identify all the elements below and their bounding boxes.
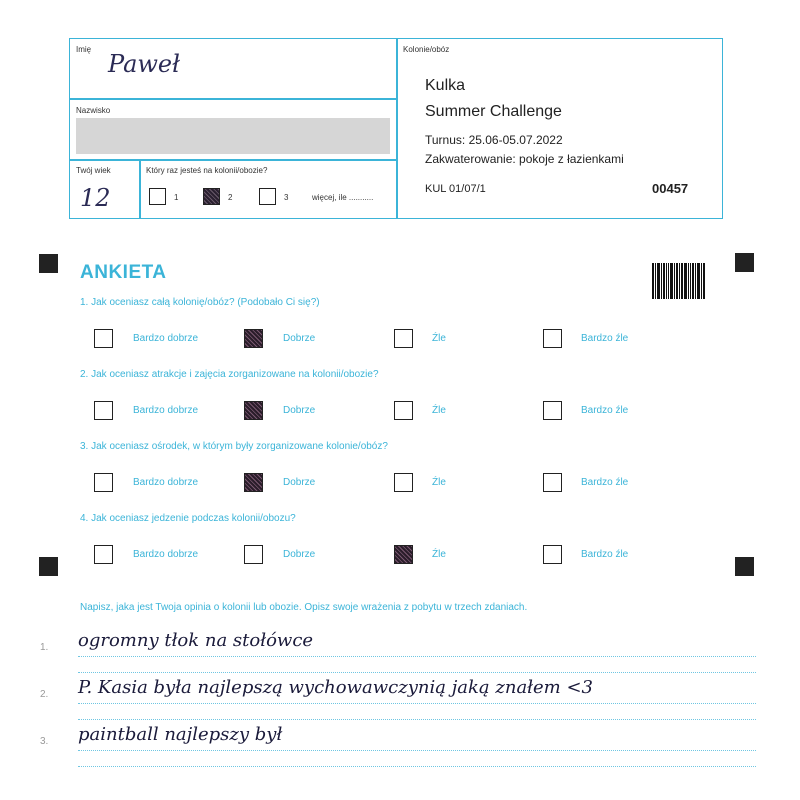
registration-mark	[735, 253, 754, 272]
camp-subtitle: Summer Challenge	[425, 103, 562, 120]
form-number: 00457	[652, 181, 689, 196]
answer-checkbox[interactable]	[244, 329, 263, 348]
answer-option-label: Bardzo dobrze	[133, 549, 199, 560]
answer-option-label: Źle	[432, 477, 446, 488]
registration-mark	[39, 557, 58, 576]
times-option-checkbox[interactable]	[259, 188, 276, 205]
answer-checkbox[interactable]	[94, 329, 113, 348]
redacted-surname	[76, 118, 390, 154]
dotted-line	[78, 672, 756, 673]
header-divider	[396, 38, 398, 219]
answer-checkbox[interactable]	[94, 473, 113, 492]
times-option-label: 2	[228, 193, 233, 202]
times-option-label: więcej, ile ...........	[312, 193, 374, 202]
answer-option-label: Bardzo źle	[581, 549, 629, 560]
survey-title: ANKIETA	[80, 262, 167, 283]
name-value[interactable]: Paweł	[108, 50, 180, 78]
opinion-answer[interactable]: paintball najlepszy był	[78, 724, 283, 745]
answer-checkbox[interactable]	[394, 545, 413, 564]
dotted-line	[78, 719, 756, 720]
answer-checkbox[interactable]	[543, 545, 562, 564]
question-text: 2. Jak oceniasz atrakcje i zajęcia zorganizowane na kolonii/obozie?	[80, 369, 379, 380]
answer-checkbox[interactable]	[543, 401, 562, 420]
turnus-info: Turnus: 25.06-05.07.2022	[425, 133, 563, 147]
answer-option-label: Bardzo dobrze	[133, 477, 199, 488]
times-option-label: 1	[174, 193, 179, 202]
camp-label: Kolonie/obóz	[403, 45, 450, 54]
dotted-line	[78, 750, 756, 751]
accommodation-info: Zakwaterowanie: pokoje z łazienkami	[425, 152, 624, 166]
line-number: 3.	[40, 736, 49, 747]
answer-option-label: Źle	[432, 549, 446, 560]
answer-option-label: Dobrze	[283, 477, 316, 488]
answer-option-label: Dobrze	[283, 333, 316, 344]
header-divider	[139, 159, 141, 219]
answer-option-label: Źle	[432, 333, 446, 344]
answer-checkbox[interactable]	[94, 545, 113, 564]
registration-mark	[735, 557, 754, 576]
dotted-line	[78, 766, 756, 767]
registration-mark	[39, 254, 58, 273]
times-option-label: 3	[284, 193, 289, 202]
question-text: 1. Jak oceniasz całą kolonię/obóz? (Podobało Ci się?)	[80, 297, 320, 308]
answer-option-label: Bardzo źle	[581, 477, 629, 488]
header-divider	[69, 98, 397, 100]
answer-option-label: Źle	[432, 405, 446, 416]
surname-label: Nazwisko	[76, 106, 111, 115]
name-label: Imię	[76, 45, 92, 54]
question-text: 4. Jak oceniasz jedzenie podczas kolonii/obozu?	[80, 513, 296, 524]
line-number: 2.	[40, 689, 49, 700]
answer-checkbox[interactable]	[244, 473, 263, 492]
answer-checkbox[interactable]	[244, 545, 263, 564]
question-text: 3. Jak oceniasz ośrodek, w którym były zorganizowane kolonie/obóz?	[80, 441, 388, 452]
camp-code: KUL 01/07/1	[425, 183, 486, 195]
opinion-answer[interactable]: ogromny tłok na stołówce	[78, 630, 314, 651]
answer-option-label: Bardzo źle	[581, 333, 629, 344]
answer-checkbox[interactable]	[244, 401, 263, 420]
answer-checkbox[interactable]	[394, 473, 413, 492]
answer-checkbox[interactable]	[394, 401, 413, 420]
answer-option-label: Dobrze	[283, 405, 316, 416]
line-number: 1.	[40, 642, 49, 653]
answer-checkbox[interactable]	[543, 473, 562, 492]
times-option-checkbox[interactable]	[203, 188, 220, 205]
times-label: Który raz jesteś na kolonii/obozie?	[146, 166, 268, 175]
times-option-checkbox[interactable]	[149, 188, 166, 205]
answer-option-label: Dobrze	[283, 549, 316, 560]
header-divider	[69, 159, 397, 161]
answer-option-label: Bardzo dobrze	[133, 333, 199, 344]
answer-checkbox[interactable]	[394, 329, 413, 348]
age-value[interactable]: 12	[80, 184, 111, 212]
opinion-intro: Napisz, jaka jest Twoja opinia o kolonii lub obozie. Opisz swoje wrażenia z pobytu w trzech zdaniach.	[80, 602, 528, 613]
dotted-line	[78, 703, 756, 704]
camp-name: Kulka	[425, 77, 466, 94]
dotted-line	[78, 656, 756, 657]
answer-checkbox[interactable]	[94, 401, 113, 420]
answer-option-label: Bardzo dobrze	[133, 405, 199, 416]
barcode-icon	[652, 263, 706, 299]
age-label: Twój wiek	[76, 166, 111, 175]
answer-checkbox[interactable]	[543, 329, 562, 348]
answer-option-label: Bardzo źle	[581, 405, 629, 416]
opinion-answer[interactable]: P. Kasia była najlepszą wychowawczynią jaką znałem <3	[78, 677, 593, 698]
